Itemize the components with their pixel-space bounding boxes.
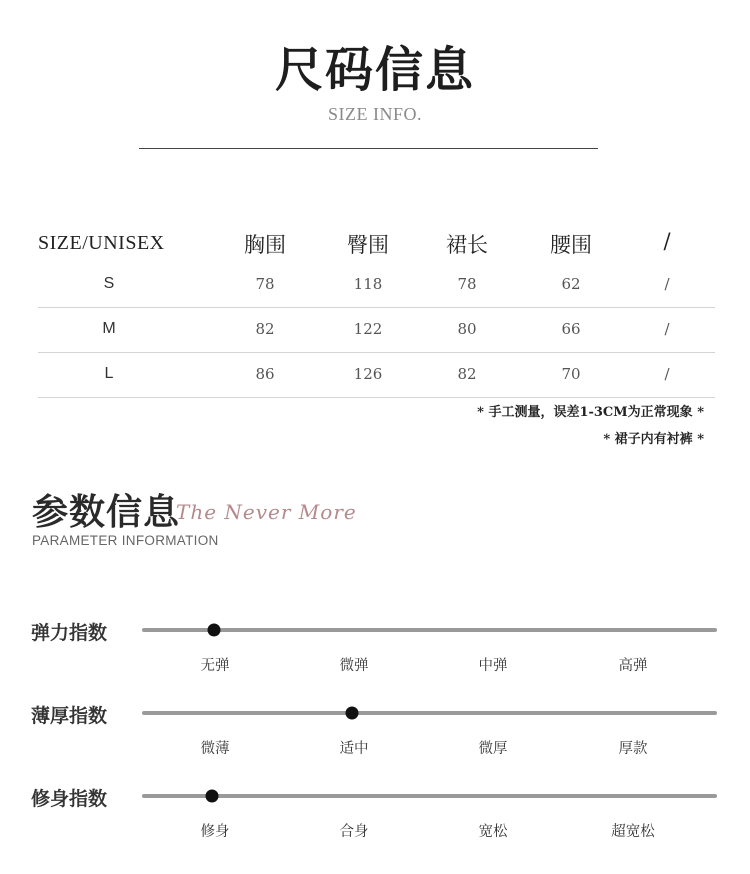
table-header-cell: / [663,229,671,253]
table-cell: / [664,320,670,338]
param-subtitle: PARAMETER INFORMATION [32,533,219,548]
size-subtitle: SIZE INFO. [328,104,422,124]
brand-script-text: The Never More [176,500,357,524]
table-cell: 86 [255,365,275,383]
table-row [38,353,715,398]
title-divider [139,148,598,149]
table-cell: 82 [255,320,275,338]
scale-option: 微薄 [200,741,230,757]
table-header-cell: SIZE/UNISEX [38,232,165,254]
table-cell: 122 [353,320,383,338]
table-cell: 62 [561,275,581,293]
param-title: 参数信息 [32,491,181,533]
scale-option: 超宽松 [611,824,655,840]
scale-option: 适中 [339,741,369,757]
scale-label: 弹力指数 [31,622,108,644]
scale-row [0,701,750,761]
scale-indicator-dot [206,790,219,803]
table-cell: 78 [255,275,275,293]
table-header-cell: 裙长 [446,233,488,257]
table-cell: 80 [457,320,477,338]
measurement-note: * 手工测量，误差1-3CM为正常现象 * [477,405,704,420]
scale-indicator-dot [346,707,359,720]
scale-indicator-dot [207,624,220,637]
table-cell: 82 [457,365,477,383]
table-row [38,263,715,308]
scale-track [142,794,717,798]
table-header-cell: 腰围 [550,233,592,257]
scale-option: 宽松 [478,824,508,840]
table-cell: 70 [561,365,581,383]
scale-option: 修身 [200,824,230,840]
table-row [38,308,715,353]
scale-row [0,784,750,844]
scale-track [142,711,717,715]
size-table [38,225,715,398]
table-header-row [38,225,715,263]
scale-label: 修身指数 [31,788,108,810]
scale-option: 无弹 [200,658,230,674]
scale-label: 薄厚指数 [31,705,108,727]
table-cell: / [664,365,670,383]
scale-option: 微弹 [339,658,369,674]
table-cell: 66 [561,320,581,338]
table-cell: / [664,275,670,293]
table-cell: 118 [353,275,383,293]
table-cell: S [103,275,115,292]
table-header-cell: 胸围 [244,233,286,257]
table-cell: 78 [457,275,477,293]
table-cell: M [102,320,116,337]
scale-option: 厚款 [618,741,648,757]
table-header-cell: 臀围 [347,233,389,257]
table-cell: 126 [353,365,383,383]
scale-option: 微厚 [478,741,508,757]
lining-note: * 裙子内有衬裤 * [603,432,704,447]
scale-option: 中弹 [478,658,508,674]
scale-track [142,628,717,632]
table-cell: L [104,365,114,382]
size-title: 尺码信息 [274,42,475,98]
scale-row [0,618,750,678]
scale-option: 高弹 [618,658,648,674]
scale-option: 合身 [339,824,369,840]
